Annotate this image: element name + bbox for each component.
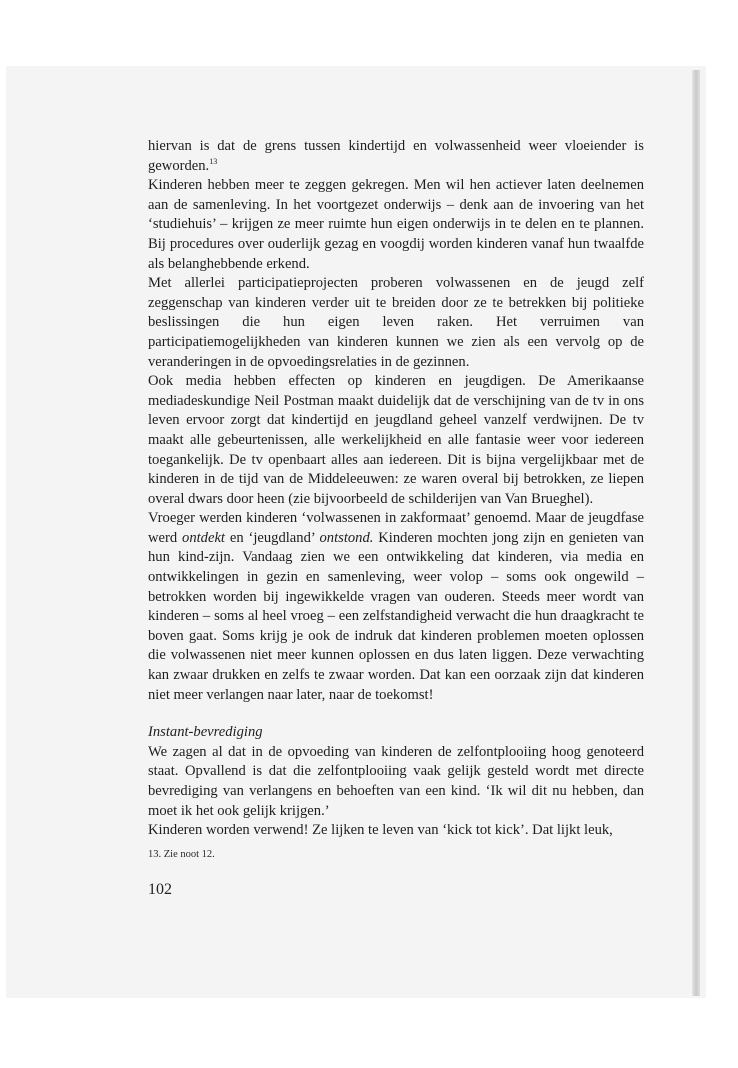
section-heading: Instant-bevrediging	[148, 724, 263, 741]
page-number: 102	[148, 881, 172, 898]
footnote: 13. Zie noot 12.	[148, 849, 215, 860]
footnote-reference: 13	[209, 156, 218, 166]
paragraph: Vroeger werden kinderen ‘volwassenen in zakformaat’ genoemd. Maar de jeugdfase werd ontdekt en ‘jeugdland’ ontstond. Kinderen mochten jong zijn en genieten van hun kind-zijn. Vandaag zien we een ontwikkeling dat kinderen, via media en ontwikkelingen in gezin en samenleving, weer volop – soms ook ongewild – betrokken worden bij ingewikkelde vragen van ouderen. Steeds meer wordt van kinderen – soms al heel vroeg – een zelfstandigheid verwacht die hun draagkracht te boven gaat. Soms krijg je ook de indruk dat kinderen problemen moeten oplossen die volwassenen niet meer kunnen oplossen en dus laten liggen. Deze verwachting kan zwaar drukken en zelfs te zwaar worden. Dat kan een oorzaak zijn dat kinderen niet meer verlangen naar later, naar de toekomst!	[148, 510, 644, 703]
paragraph: hiervan is dat de grens tussen kindertijd en volwassenheid weer vloeiender is geworden.$^{13}$	[148, 138, 644, 174]
page-edge	[692, 70, 700, 996]
paragraph: Kinderen worden verwend! Ze lijken te leven van ‘kick tot kick’. Dat lijkt leuk,	[148, 822, 613, 839]
paragraph: We zagen al dat in de opvoeding van kinderen de zelfontplooiing hoog genoteerd staat. Opvallend is dat die zelfontplooiing vaak gelijk gesteld wordt met directe bevrediging van verlangens en behoeften van een kind. ‘Ik wil dit nu hebben, dan moet ik het ook gelijk krijgen.’	[148, 743, 644, 819]
paragraph: Kinderen hebben meer te zeggen gekregen. Men wil hen actiever laten deelnemen aan de samenleving. In het voortgezet onderwijs – denk aan de invoering van het ‘studiehuis’ – krijgen ze meer ruimte hun eigen onderwijs in te delen en te plannen. Bij procedures over ouderlijk gezag en voogdij worden kinderen vanaf hun twaalfde als belanghebbende erkend.	[148, 177, 644, 272]
emphasis: ontdekt	[182, 529, 225, 546]
paragraph: Met allerlei participatieprojecten proberen volwassenen en de jeugd zelf zeggenschap van kinderen verder uit te breiden door ze te betrekken bij politieke beslissingen die hun eigen leven raken. Het verruimen van participatiemogelijkheden van kinderen kunnen we zien als een vervolg op de veranderingen in de opvoedingsrelaties in de gezinnen.	[148, 275, 644, 370]
body-text	[148, 137, 644, 841]
emphasis: ontstond.	[319, 529, 374, 546]
paragraph: Ook media hebben effecten op kinderen en jeugdigen. De Amerikaanse mediadeskundige Neil Postman maakt duidelijk dat de verschijning van de tv in ons leven ervoor zorgt dat kindertijd en jeugdland geheel vanzelf verdwijnen. De tv maakt alle gebeurtenissen, alle werkelijkheid en alle fantasie weer voor iedereen toegankelijk. De tv openbaart alles aan iedereen. Dit is bijna vergelijkbaar met de kinderen in de tijd van de Middeleeuwen: ze waren overal bij betrokken, ze liepen overal dwars door heen (zie bijvoorbeeld de schilderijen van Van Brueghel).	[148, 373, 644, 507]
